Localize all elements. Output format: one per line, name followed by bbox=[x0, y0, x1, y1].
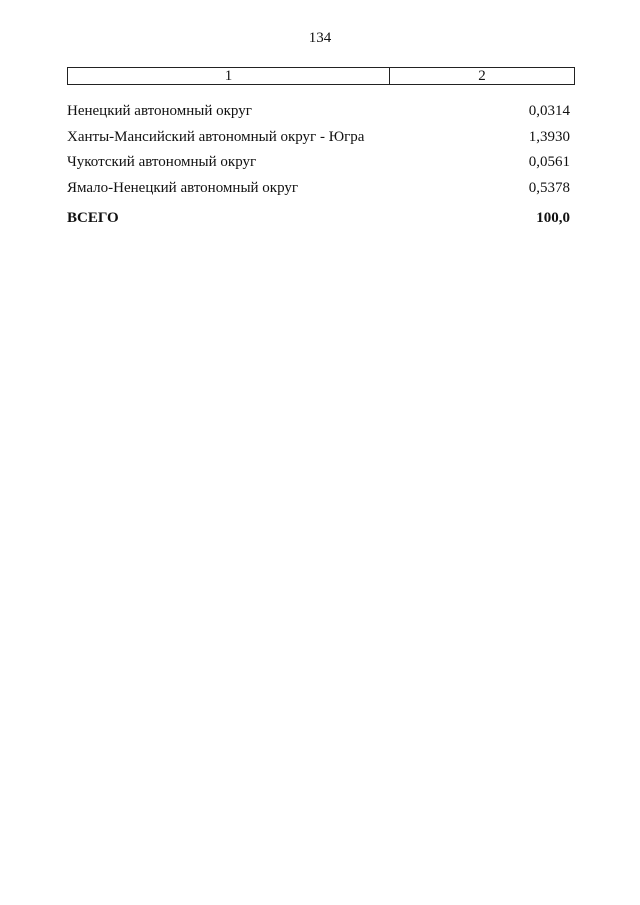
table-row bbox=[67, 128, 570, 154]
region-name: Ханты-Мансийский автономный округ - Югра bbox=[67, 128, 365, 145]
region-name: Ямало-Ненецкий автономный округ bbox=[67, 179, 299, 196]
table-row bbox=[67, 179, 570, 205]
total-value: 100,0 bbox=[536, 210, 570, 226]
table-row bbox=[67, 102, 570, 128]
region-value: 1,3930 bbox=[528, 128, 570, 145]
region-value: 0,5378 bbox=[528, 179, 570, 196]
region-name: Чукотский автономный округ bbox=[67, 154, 257, 170]
table-header-col-2: 2 bbox=[478, 68, 486, 84]
total-label: ВСЕГО bbox=[67, 210, 119, 226]
region-value: 0,0561 bbox=[528, 154, 570, 170]
table-header-col-1: 1 bbox=[68, 68, 390, 84]
table-row bbox=[67, 153, 570, 179]
region-value: 0,0314 bbox=[528, 103, 570, 119]
region-name: Ненецкий автономный округ bbox=[67, 103, 252, 119]
region-list bbox=[67, 102, 570, 204]
page-number: 134 bbox=[308, 30, 332, 46]
total-row bbox=[67, 210, 570, 227]
table-header bbox=[67, 67, 575, 85]
